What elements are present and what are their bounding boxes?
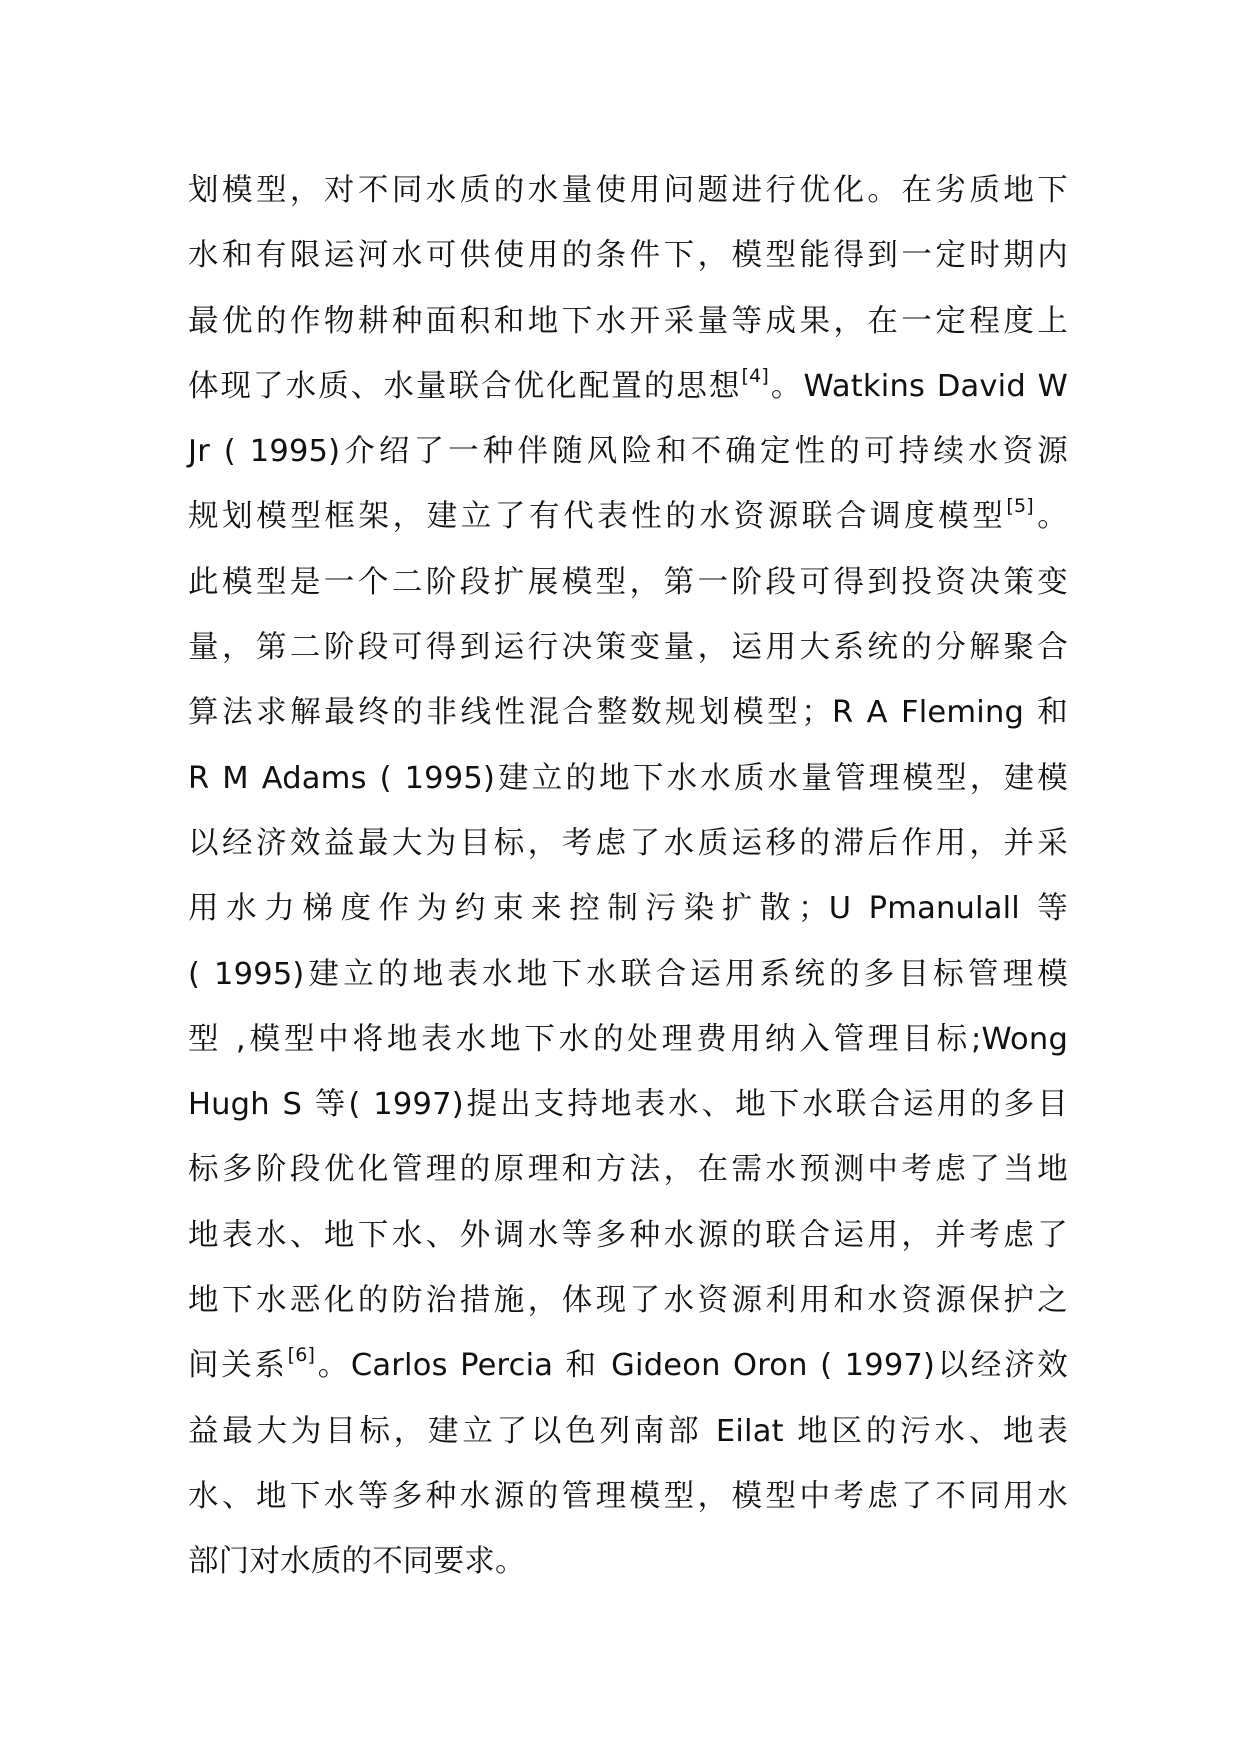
text-line: [188, 876, 1068, 941]
text-segment: 量，第二阶段可得到运行决策变量，运用大系统的分解聚合: [188, 630, 1068, 666]
text-line: [188, 289, 1068, 354]
text-segment: Jr ( 1995)介绍了一种伴随风险和不确定性的可持续水资源: [188, 434, 1068, 470]
text-segment: 用水力梯度作为约束来控制污染扩散；U Pmanulall 等: [188, 891, 1068, 927]
text-line: [188, 1007, 1068, 1072]
text-line: [188, 1268, 1068, 1333]
text-segment: 间关系: [188, 1348, 288, 1384]
text-segment: 部门对水质的不同要求。: [188, 1544, 526, 1580]
text-line: [188, 484, 1068, 549]
text-segment: 此模型是一个二阶段扩展模型，第一阶段可得到投资决策变: [188, 564, 1068, 600]
text-line: [188, 942, 1068, 1007]
text-line: [188, 1464, 1068, 1529]
text-line: [188, 1529, 1068, 1594]
text-segment: 地表水、地下水、外调水等多种水源的联合运用，并考虑了: [188, 1217, 1068, 1253]
text-line: [188, 1399, 1068, 1464]
text-line: [188, 811, 1068, 876]
text-line: [188, 1072, 1068, 1137]
text-segment: Hugh S 等( 1997)提出支持地表水、地下水联合运用的多目: [188, 1087, 1068, 1123]
text-segment: 。Carlos Percia 和 Gideon Oron ( 1997)以经济效: [315, 1348, 1068, 1384]
citation-marker: [4]: [741, 364, 770, 387]
text-segment: 益最大为目标，建立了以色列南部 Eilat 地区的污水、地表: [188, 1413, 1068, 1449]
text-segment: 划模型，对不同水质的水量使用问题进行优化。在劣质地下: [188, 173, 1068, 208]
text-line: [188, 1203, 1068, 1268]
text-line: [188, 158, 1068, 223]
text-segment: ( 1995)建立的地表水地下水联合运用系统的多目标管理模: [188, 956, 1068, 992]
body-paragraph: [188, 158, 1068, 1595]
text-line: [188, 223, 1068, 288]
citation-marker: [6]: [287, 1344, 316, 1367]
text-segment: 最优的作物耕种面积和地下水开采量等成果，在一定程度上: [188, 303, 1068, 339]
text-segment: 水和有限运河水可供使用的条件下，模型能得到一定时期内: [188, 238, 1068, 274]
text-line: [188, 1333, 1068, 1398]
text-segment: 规划模型框架，建立了有代表性的水资源联合调度模型: [188, 499, 1007, 535]
text-line: [188, 354, 1068, 419]
citation-marker: [5]: [1006, 495, 1034, 518]
text-line: [188, 680, 1068, 745]
text-segment: R M Adams ( 1995)建立的地下水水质水量管理模型，建模: [188, 760, 1068, 796]
text-line: [188, 419, 1068, 484]
text-line: [188, 746, 1068, 811]
text-line: [188, 1137, 1068, 1202]
text-segment: 算法求解最终的非线性混合整数规划模型；R A Fleming 和: [188, 695, 1068, 731]
text-line: [188, 615, 1068, 680]
text-segment: 。: [1033, 499, 1068, 535]
text-segment: 。Watkins David W: [769, 368, 1068, 404]
text-line: [188, 550, 1068, 615]
text-segment: 体现了水质、水量联合优化配置的思想: [188, 368, 742, 404]
text-segment: 地下水恶化的防治措施，体现了水资源利用和水资源保护之: [188, 1283, 1068, 1319]
text-segment: 型 ,模型中将地表水地下水的处理费用纳入管理目标;Wong: [188, 1021, 1068, 1057]
text-segment: 水、地下水等多种水源的管理模型，模型中考虑了不同用水: [188, 1478, 1068, 1514]
text-segment: 标多阶段优化管理的原理和方法，在需水预测中考虑了当地: [188, 1152, 1068, 1188]
text-segment: 以经济效益最大为目标，考虑了水质运移的滞后作用，并采: [188, 825, 1068, 861]
